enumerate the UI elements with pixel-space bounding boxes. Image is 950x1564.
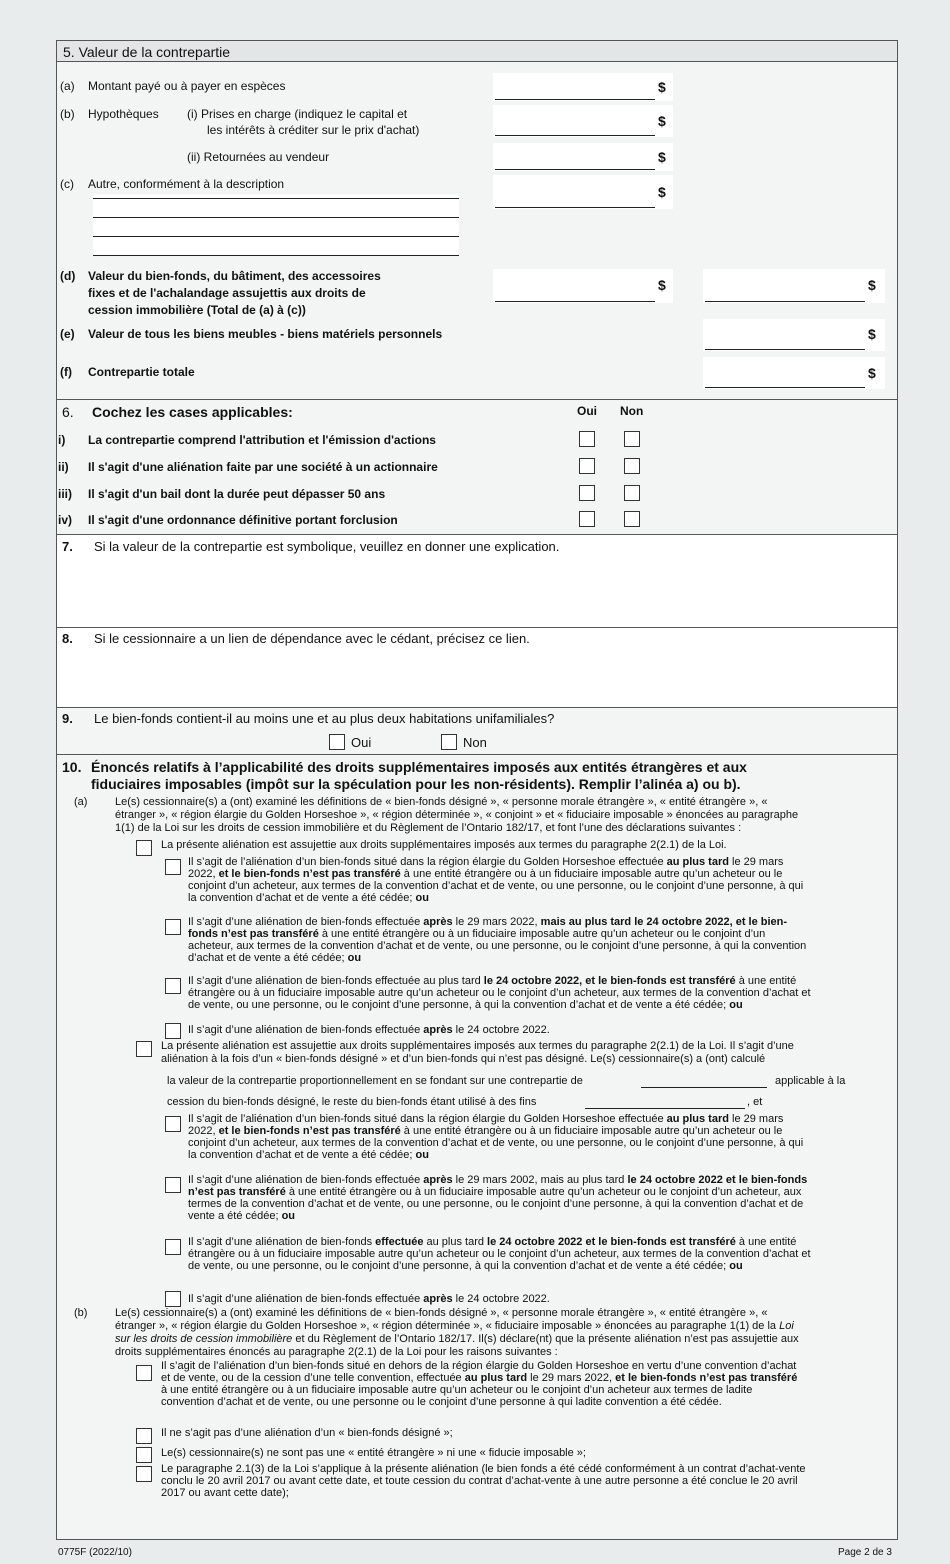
s5-f-label: Contrepartie totale — [88, 365, 195, 379]
dollar-bii: $ — [658, 149, 666, 165]
s5-d-letter: (d) — [60, 269, 76, 283]
s10-a-option-2-line-3b: applicable à la — [775, 1075, 846, 1087]
s10-b-3-text: Le(s) cessionnaire(s) ne sont pas une « entité étrangère » ni une « fiducie imposable »; — [161, 1447, 586, 1459]
s5-e-label: Valeur de tous les biens meubles - biens matériels personnels — [88, 327, 443, 341]
s10-a-6-text: Il s’agit d’une aliénation de bien-fonds effectuée après le 29 mars 2002, mais au plus tard le 24 octobre 2022 et le bien-fonds n’est pas transféré à une entité étrangère ou à un fiduciaire imposable autre qu’un acheteur ou le conjoint d’un acheteur, aux termes de la convention d’achat et de vente, ou une personne, ou le conjoint d’une personne, à qui la convention d’achat et de vente a été cédée; ou — [188, 1174, 808, 1222]
s10-a-option-2-line-4b: , et — [747, 1096, 763, 1108]
section-10-title-2: fiduciaires imposables (impôt sur la spéculation pour les non-résidents). Remplir l’alinéa a) ou b). — [91, 776, 741, 792]
s10-a-option-1: La présente aliénation est assujettie aux droits supplémentaires imposés aux termes du paragraphe 2(2.1) de la Loi. — [161, 839, 727, 851]
s10-b-4-checkbox[interactable] — [136, 1466, 152, 1482]
section-8-number: 8. — [62, 631, 73, 646]
chattels-value-field[interactable] — [703, 319, 885, 351]
s10-a-1-text: Il s’agit de l’aliénation d’un bien-fonds situé dans la région élargie du Golden Horseshoe effectuée au plus tard le 29 mars 2022, et le bien-fonds n’est pas transféré à une entité étrangère ou à un fiduciaire imposable autre qu’un acheteur ou le conjoint d’un acheteur, aux termes de la convention d’achat et de vente, ou une personne, ou le conjoint d’une personne, à qui la convention d’achat et de vente a été cédée; ou — [188, 856, 804, 904]
section-6-divider — [57, 399, 897, 400]
s5-b-letter: (b) — [60, 107, 75, 121]
s10-a-7-checkbox[interactable] — [165, 1239, 181, 1255]
s10-a-8-checkbox[interactable] — [165, 1291, 181, 1307]
section-6-number: 6. — [62, 404, 74, 420]
s6-item-3-text: Il s'agit d'un bail dont la durée peut dépasser 50 ans — [88, 487, 386, 501]
other-desc-line-3 — [93, 236, 459, 237]
s10-a-7-text: Il s’agit d’une aliénation de bien-fonds effectuée au plus tard le 24 octobre 2022 et le bien-fonds est transféré à une entité étrangère ou à un fiduciaire imposable autre qu’un acheteur ou le conjoint d’un acheteur, aux termes de la convention d’achat et de vente, ou une personne, ou le conjoint d’une personne, à qui la convention d’achat et de vente a été cédée; ou — [188, 1236, 811, 1272]
s5-d-label-2: fixes et de l'achalandage assujettis aux droits de — [88, 286, 366, 300]
s5-c-letter: (c) — [60, 177, 74, 191]
section-9-divider — [57, 707, 897, 708]
section-5-header — [57, 41, 897, 62]
cash-amount-field[interactable] — [493, 73, 673, 101]
s6-item-2-oui-checkbox[interactable] — [579, 458, 595, 474]
section-7-number: 7. — [62, 539, 73, 554]
s10-a-option-2-line-1: La présente aliénation est assujettie aux droits supplémentaires imposés aux termes du paragraphe 2(2.1) de la Loi. Il s’agit d’une — [161, 1040, 794, 1052]
s6-item-3-oui-checkbox[interactable] — [579, 485, 595, 501]
chattels-value-line — [705, 349, 865, 350]
s6-item-4-non-checkbox[interactable] — [624, 511, 640, 527]
other-description-field[interactable] — [93, 194, 459, 256]
section-9-text: Le bien-fonds contient-il au moins une et au plus deux habitations unifamiliales? — [94, 711, 555, 726]
s10-b-4-text: Le paragraphe 2.1(3) de la Loi s’applique à la présente aliénation (le bien fonds a été cédé conformément à un contrat d’achat-vente conclu le 20 avril 2017 ou avant cette date, et toute cession du contrat d’achat-vente à une autre personne a été conclue le 20 avril 2017 ou avant cette date); — [161, 1463, 806, 1499]
s10-a-3-text: Il s’agit d’une aliénation de bien-fonds effectuée au plus tard le 24 octobre 2022, et le bien-fonds est transféré à une entité étrangère ou à un fiduciaire imposable autre qu’un acheteur ou le conjoint d’un acheteur, aux termes de la convention d’achat et de vente, ou une personne, ou le conjoint d’une personne, à qui la convention d’achat et de vente a été cédée; ou — [188, 975, 811, 1011]
land-value-line — [495, 301, 655, 302]
dollar-e: $ — [868, 326, 876, 342]
section-7-text: Si la valeur de la contrepartie est symbolique, veuillez en donner une explication. — [94, 539, 560, 554]
s10-b-letter: (b) — [74, 1307, 88, 1319]
s10-b-1-text: Il s’agit de l’aliénation d’un bien-fonds situé en dehors de la région élargie du Golden Horseshoe en vertu d’une convention d’achat et de vente, ou de la cession d’une telle convention, effectuée au plus tard le 29 mars 2022, et le bien-fonds n’est pas transféré à une entité étrangère ou à un fiduciaire imposable autre qu’un acheteur ou le conjoint d’un acheteur aux termes de ladite convention d’achat et de vente, ou une personne ou le conjoint d’une personne à qui ladite convention a été cédée. — [161, 1360, 798, 1408]
s10-b-intro-2: étranger », « région élargie du Golden Horseshoe », « région déterminée », « fiduciaire imposable » énoncées au paragraphe 1(1) de la Loi — [115, 1320, 794, 1332]
s5-d-label-1: Valeur du bien-fonds, du bâtiment, des accessoires — [88, 269, 381, 283]
s10-a-intro-1: Le(s) cessionnaire(s) a (ont) examiné les définitions de « bien-fonds désigné », « personne morale étrangère », « entité étrangère », « — [115, 796, 768, 808]
s6-oui-header: Oui — [577, 404, 597, 418]
section-9-number: 9. — [62, 711, 73, 726]
s10-a-8-text: Il s’agit d’une aliénation de bien-fonds effectuée après le 24 octobre 2022. — [188, 1293, 550, 1305]
s10-a-4-checkbox[interactable] — [165, 1023, 181, 1039]
s9-non-label: Non — [463, 735, 487, 750]
s10-b-intro-1: Le(s) cessionnaire(s) a (ont) examiné les définitions de « bien-fonds désigné », « personne morale étrangère », « entité étrangère », « — [115, 1307, 768, 1319]
other-desc-line-2 — [93, 217, 459, 218]
section-8-text: Si le cessionnaire a un lien de dépendance avec le cédant, précisez ce lien. — [94, 631, 530, 646]
s6-item-4-text: Il s'agit d'une ordonnance définitive portant forclusion — [88, 513, 398, 527]
dollar-f: $ — [868, 365, 876, 381]
dollar-a: $ — [658, 79, 666, 95]
s10-b-2-checkbox[interactable] — [136, 1428, 152, 1444]
s10-a-1-checkbox[interactable] — [165, 859, 181, 875]
other-amount-field[interactable] — [493, 175, 673, 209]
s10-a-2-checkbox[interactable] — [165, 919, 181, 935]
section-10-divider — [57, 754, 897, 755]
s10-a-4-text: Il s’agit d’une aliénation de bien-fonds effectuée après le 24 octobre 2022. — [188, 1024, 550, 1036]
s10-b-2-text: Il ne s’agit pas d’une aliénation d’un « bien-fonds désigné »; — [161, 1427, 453, 1439]
s9-oui-checkbox[interactable] — [329, 734, 345, 750]
s10-a-5-text: Il s’agit de l’aliénation d’un bien-fonds situé dans la région élargie du Golden Horseshoe effectuée au plus tard le 29 mars 2022, et le bien-fonds n’est pas transféré à une entité étrangère ou à un fiduciaire imposable autre qu’un acheteur ou le conjoint d’un acheteur, aux termes de la convention d’achat et de vente, ou une personne, ou le conjoint d’une personne, à qui la convention d’achat et de vente a été cédée; ou — [188, 1113, 804, 1161]
s10-a-6-checkbox[interactable] — [165, 1177, 181, 1193]
proportional-consideration-field[interactable] — [641, 1087, 767, 1088]
s5-a-letter: (a) — [60, 79, 75, 93]
s10-b-3-checkbox[interactable] — [136, 1447, 152, 1463]
land-value-total-line — [705, 301, 865, 302]
s5-c-label: Autre, conformément à la description — [88, 177, 285, 191]
s9-oui-label: Oui — [351, 735, 372, 750]
s6-item-3-number: iii) — [58, 487, 72, 501]
s5-e-letter: (e) — [60, 327, 75, 341]
section-6-title: Cochez les cases applicables: — [92, 404, 293, 420]
mortgages-assumed-line — [495, 135, 655, 136]
s6-item-2-text: Il s'agit d'une aliénation faite par une société à un actionnaire — [88, 460, 438, 474]
s9-non-checkbox[interactable] — [441, 734, 457, 750]
other-desc-line-1 — [93, 198, 459, 199]
other-purpose-field[interactable] — [585, 1108, 745, 1109]
dollar-d1: $ — [658, 277, 666, 293]
s6-non-header: Non — [620, 404, 644, 418]
cash-amount-line — [495, 99, 655, 100]
s6-item-3-non-checkbox[interactable] — [624, 485, 640, 501]
section-10-title-1: Énoncés relatifs à l’applicabilité des droits supplémentaires imposés aux entités étrangères et aux — [91, 759, 747, 775]
s10-a-letter: (a) — [74, 796, 88, 808]
s10-a-3-checkbox[interactable] — [165, 978, 181, 994]
dollar-c: $ — [658, 184, 666, 200]
s6-item-4-number: iv) — [58, 513, 73, 527]
page-number: Page 2 de 3 — [838, 1547, 892, 1558]
other-amount-line — [495, 207, 655, 208]
s10-a-5-checkbox[interactable] — [165, 1116, 181, 1132]
section-10-number: 10. — [62, 759, 82, 775]
mortgages-assumed-field[interactable] — [493, 105, 673, 137]
s10-a-2-text: Il s’agit d’une aliénation de bien-fonds effectuée après le 29 mars 2022, mais au plus tard le 24 octobre 2022, et le bien- fonds n’est pas transféré à une entité étrangère ou à un fiduciaire imposable autre qu’un acheteur ou le conjoint d’un acheteur, aux termes de la convention d’achat et de vente, ou une personne, ou le conjoint d’une personne, à qui la convention d’achat et de vente a été cédée; ou — [188, 916, 807, 964]
s10-a-option-2-line-3: la valeur de la contrepartie proportionnellement en se fondant sur une contrepartie de — [167, 1075, 583, 1087]
form-number: 0775F (2022/10) — [58, 1547, 132, 1558]
total-consideration-field[interactable] — [703, 357, 885, 389]
s5-b-i: (i) Prises en charge (indiquez le capital et — [187, 107, 408, 121]
mortgages-returned-line — [495, 169, 655, 170]
dollar-bi: $ — [658, 113, 666, 129]
s10-b-intro-4: droits supplémentaires énoncés au paragraphe 2(2.1) de la Loi pour les raisons suivantes : — [115, 1346, 558, 1358]
dollar-d2: $ — [868, 277, 876, 293]
s6-item-1-number: i) — [58, 433, 66, 447]
s6-item-2-number: ii) — [58, 460, 69, 474]
s6-item-1-oui-checkbox[interactable] — [579, 431, 595, 447]
s10-b-intro-3: sur les droits de cession immobilière et du Règlement de l’Ontario 182/17. Il(s) déclare(nt) que la présente aliénation n’est pas assujettie aux — [115, 1333, 799, 1345]
s5-b-ii: (ii) Retournées au vendeur — [187, 150, 330, 164]
s10-a-option-2-checkbox[interactable] — [136, 1041, 152, 1057]
s5-a-label: Montant payé ou à payer en espèces — [88, 79, 286, 93]
form-page — [56, 40, 898, 1540]
land-value-field[interactable] — [493, 269, 673, 303]
other-desc-line-4 — [93, 255, 459, 256]
s6-item-4-oui-checkbox[interactable] — [579, 511, 595, 527]
s5-b-i2: les intérêts à créditer sur le prix d'achat) — [207, 123, 420, 137]
mortgages-returned-field[interactable] — [493, 143, 673, 171]
s5-f-letter: (f) — [60, 365, 72, 379]
s5-b-label: Hypothèques — [88, 107, 159, 121]
s10-b-1-checkbox[interactable] — [136, 1365, 152, 1381]
total-consideration-line — [705, 387, 865, 388]
s10-a-intro-2: étranger », « région élargie du Golden Horseshoe », « région déterminée », « conjoint » et « fiduciaire imposable » énoncées au paragraphe — [115, 809, 799, 821]
s10-a-intro-3: 1(1) de la Loi sur les droits de cession immobilière et du Règlement de l’Ontario 182/17, et font l’une des déclarations suivantes : — [115, 822, 742, 834]
s6-item-1-text: La contrepartie comprend l'attribution et l'émission d'actions — [88, 433, 436, 447]
section-5-title: 5. Valeur de la contrepartie — [63, 44, 231, 60]
s6-item-1-non-checkbox[interactable] — [624, 431, 640, 447]
s10-a-option-2-line-2: aliénation à la fois d’un « bien-fonds désigné » et d’un bien-fonds qui n’est pas désigné. Le(s) cessionnaire(s) a (ont) calculé — [161, 1053, 766, 1065]
s10-a-option-2-line-4: cession du bien-fonds désigné, le reste du bien-fonds étant utilisé à des fins — [167, 1096, 537, 1108]
s5-d-label-3: cession immobilière (Total de (a) à (c)) — [88, 303, 306, 317]
s6-item-2-non-checkbox[interactable] — [624, 458, 640, 474]
land-value-total-field[interactable] — [703, 269, 885, 303]
s10-a-option-1-checkbox[interactable] — [136, 840, 152, 856]
